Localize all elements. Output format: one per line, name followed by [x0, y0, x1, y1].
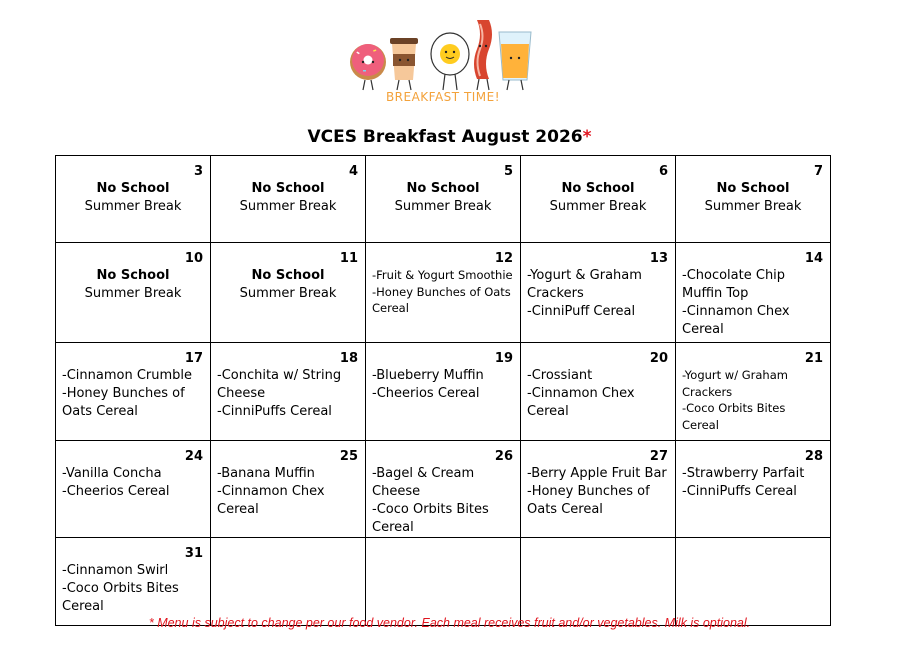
closure-title: No School	[96, 181, 170, 196]
day-cell	[676, 243, 831, 343]
footnote: * Menu is subject to change per our food vendor. Each meal receives fruit and/or vegetables. Milk is optional.	[148, 616, 751, 630]
menu-item-list	[56, 465, 210, 501]
day-cell	[56, 441, 211, 538]
menu-item: -Crossiant	[527, 368, 593, 383]
day-cell	[56, 538, 211, 626]
day-number: 26	[494, 449, 513, 464]
day-cell	[521, 441, 676, 538]
day-number: 21	[804, 351, 823, 366]
closure-note: Summer Break	[239, 199, 337, 214]
day-number: 4	[348, 164, 358, 179]
day-number: 31	[184, 546, 203, 561]
day-cell	[676, 441, 831, 538]
day-cell	[211, 343, 366, 441]
empty-day-cell	[211, 538, 366, 626]
day-cell	[211, 441, 366, 538]
calendar-week-row	[56, 343, 831, 441]
empty-day-cell	[366, 538, 521, 626]
menu-item: -Yogurt w/ Graham Crackers	[682, 368, 788, 399]
day-number: 7	[813, 164, 823, 179]
menu-item: -Yogurt & Graham Crackers	[527, 268, 642, 301]
page-title: VCES Breakfast August 2026*	[307, 127, 592, 147]
menu-item: -Cinnamon Chex Cereal	[682, 304, 790, 337]
menu-item: -Chocolate Chip Muffin Top	[682, 268, 786, 301]
day-number: 24	[184, 449, 203, 464]
closure-title: No School	[96, 268, 170, 283]
menu-item: -Cinnamon Chex Cereal	[217, 484, 325, 517]
menu-item: -Berry Apple Fruit Bar	[527, 466, 667, 481]
day-number: 14	[804, 251, 823, 266]
calendar-week-row	[56, 441, 831, 538]
day-number: 18	[339, 351, 358, 366]
closure-note: Summer Break	[84, 286, 182, 301]
menu-item-list	[56, 367, 210, 421]
day-cell	[366, 156, 521, 243]
empty-day-cell	[676, 538, 831, 626]
day-cell	[676, 156, 831, 243]
day-number: 19	[494, 351, 513, 366]
day-cell	[211, 156, 366, 243]
day-number: 17	[184, 351, 203, 366]
closure-note: Summer Break	[704, 199, 802, 214]
closure-title: No School	[251, 268, 325, 283]
coffee-cup-icon	[390, 38, 418, 80]
day-number: 28	[804, 449, 823, 464]
day-number: 12	[494, 251, 513, 266]
menu-item-list	[676, 465, 830, 501]
menu-item: -Cheerios Cereal	[62, 484, 170, 499]
closure-note: Summer Break	[549, 199, 647, 214]
juice-glass-icon	[499, 32, 531, 80]
asterisk-mark: *	[582, 127, 592, 147]
menu-item: -Banana Muffin	[217, 466, 315, 481]
menu-item: -Honey Bunches of Oats Cereal	[62, 386, 185, 419]
closure-note: Summer Break	[84, 199, 182, 214]
menu-item-list	[366, 267, 520, 317]
day-cell	[521, 156, 676, 243]
menu-item: -CinniPuffs Cereal	[217, 404, 332, 419]
day-cell	[56, 156, 211, 243]
day-number: 10	[184, 251, 203, 266]
menu-item-list	[211, 367, 365, 421]
closure-title: No School	[251, 181, 325, 196]
day-cell	[56, 243, 211, 343]
day-cell	[56, 343, 211, 441]
day-number: 5	[503, 164, 513, 179]
menu-item: -Coco Orbits Bites Cereal	[62, 581, 179, 614]
logo-caption: BREAKFAST TIME!	[385, 90, 501, 104]
menu-item: -Vanilla Concha	[62, 466, 162, 481]
menu-item: -Coco Orbits Bites Cereal	[682, 401, 786, 432]
closure-title: No School	[716, 181, 790, 196]
day-cell	[521, 343, 676, 441]
day-cell	[676, 343, 831, 441]
day-number: 6	[658, 164, 668, 179]
day-number: 27	[649, 449, 668, 464]
calendar-table	[55, 155, 831, 626]
menu-item-list	[676, 267, 830, 339]
menu-item-list	[366, 367, 520, 403]
menu-item: -Honey Bunches of Oats Cereal	[527, 484, 650, 517]
menu-item: -CinniPuffs Cereal	[682, 484, 797, 499]
menu-item: -Blueberry Muffin	[372, 368, 484, 383]
day-cell	[366, 243, 521, 343]
menu-item-list	[676, 367, 830, 433]
menu-item: -Conchita w/ String Cheese	[217, 368, 342, 401]
menu-item-list	[521, 267, 675, 321]
menu-item-list	[56, 562, 210, 616]
menu-item-list	[366, 465, 520, 537]
day-number: 25	[339, 449, 358, 464]
donut-icon	[350, 44, 386, 80]
menu-item: -Cinnamon Swirl	[62, 563, 169, 578]
day-number: 20	[649, 351, 668, 366]
menu-item: -Cinnamon Crumble	[62, 368, 192, 383]
bacon-icon	[474, 20, 492, 79]
menu-item-list	[211, 465, 365, 519]
menu-item: -Fruit & Yogurt Smoothie	[372, 268, 513, 282]
empty-day-cell	[521, 538, 676, 626]
menu-item: -Honey Bunches of Oats Cereal	[372, 284, 511, 315]
day-cell	[521, 243, 676, 343]
closure-note: Summer Break	[394, 199, 492, 214]
menu-item: -Coco Orbits Bites Cereal	[372, 502, 489, 535]
fried-egg-icon	[431, 33, 469, 75]
menu-item: -Cheerios Cereal	[372, 386, 480, 401]
menu-item: -Cinnamon Chex Cereal	[527, 386, 635, 419]
closure-title: No School	[406, 181, 480, 196]
calendar-week-row	[56, 243, 831, 343]
day-number: 13	[649, 251, 668, 266]
calendar-week-row	[56, 156, 831, 243]
menu-item: -Strawberry Parfait	[682, 466, 805, 481]
menu-item-list	[521, 367, 675, 421]
day-cell	[211, 243, 366, 343]
day-number: 11	[339, 251, 358, 266]
menu-item: -Bagel & Cream Cheese	[372, 466, 475, 499]
day-cell	[366, 343, 521, 441]
closure-title: No School	[561, 181, 635, 196]
closure-note: Summer Break	[239, 286, 337, 301]
calendar-week-row	[56, 538, 831, 626]
menu-item: -CinniPuff Cereal	[527, 304, 636, 319]
menu-item-list	[521, 465, 675, 519]
day-cell	[366, 441, 521, 538]
day-number: 3	[193, 164, 203, 179]
